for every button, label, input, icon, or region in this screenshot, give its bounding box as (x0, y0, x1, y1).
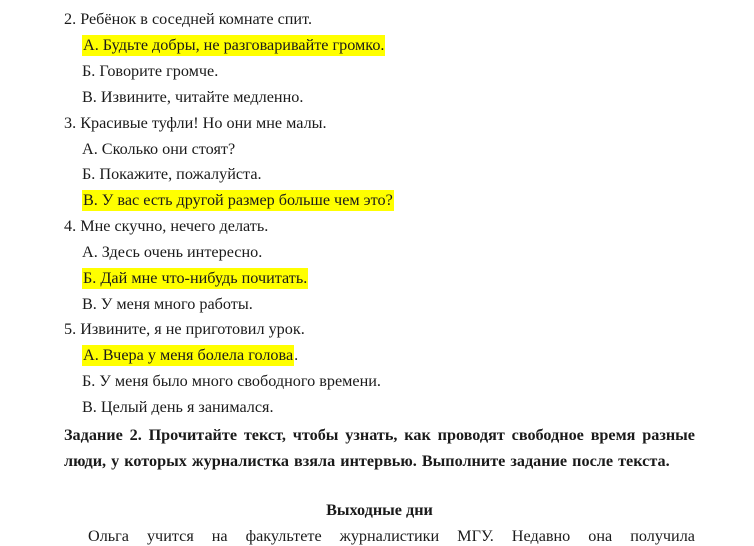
highlighted-answer: А. Будьте добры, не разговаривайте громко. (83, 36, 385, 54)
highlighted-answer: В. У вас есть другой размер больше чем это? (83, 191, 393, 209)
question-3-option-b: Б. Покажите, пожалуйста. (82, 165, 262, 183)
question-5-option-b: Б. У меня было много свободного времени. (82, 372, 381, 390)
question-5-option-a (82, 344, 298, 366)
question-2: 2. Ребёнок в соседней комнате спит. (64, 10, 312, 28)
question-2-option-a (82, 34, 385, 56)
highlighted-answer: Б. Дай мне что-нибудь почитать. (83, 269, 308, 287)
question-2-option-c: В. Извините, читайте медленно. (82, 88, 304, 106)
question-2-option-b: Б. Говорите громче. (82, 62, 219, 80)
question-4-option-a: А. Здесь очень интересно. (82, 243, 263, 261)
task-2-instructions: Задание 2. Прочитайте текст, чтобы узнать, как проводят свободное время разные люди, у которых журналистка взяла интервью. Выполните задание после текста. (64, 426, 695, 470)
option-a-period: . (294, 346, 299, 364)
question-4-option-b (82, 267, 308, 289)
paragraph-text: Ольга учится на факультете журналистики МГУ. Недавно она получила (88, 527, 695, 545)
highlighted-answer: А. Вчера у меня болела голова (83, 346, 294, 364)
question-3: 3. Красивые туфли! Но они мне малы. (64, 114, 327, 132)
question-3-option-a: А. Сколько они стоят? (82, 140, 236, 158)
question-4-option-c: В. У меня много работы. (82, 295, 253, 313)
question-5-option-c: В. Целый день я занимался. (82, 398, 274, 416)
section-title: Выходные дни (326, 501, 433, 519)
question-3-option-c (82, 189, 394, 211)
question-4: 4. Мне скучно, нечего делать. (64, 217, 269, 235)
question-5: 5. Извините, я не приготовил урок. (64, 320, 305, 338)
